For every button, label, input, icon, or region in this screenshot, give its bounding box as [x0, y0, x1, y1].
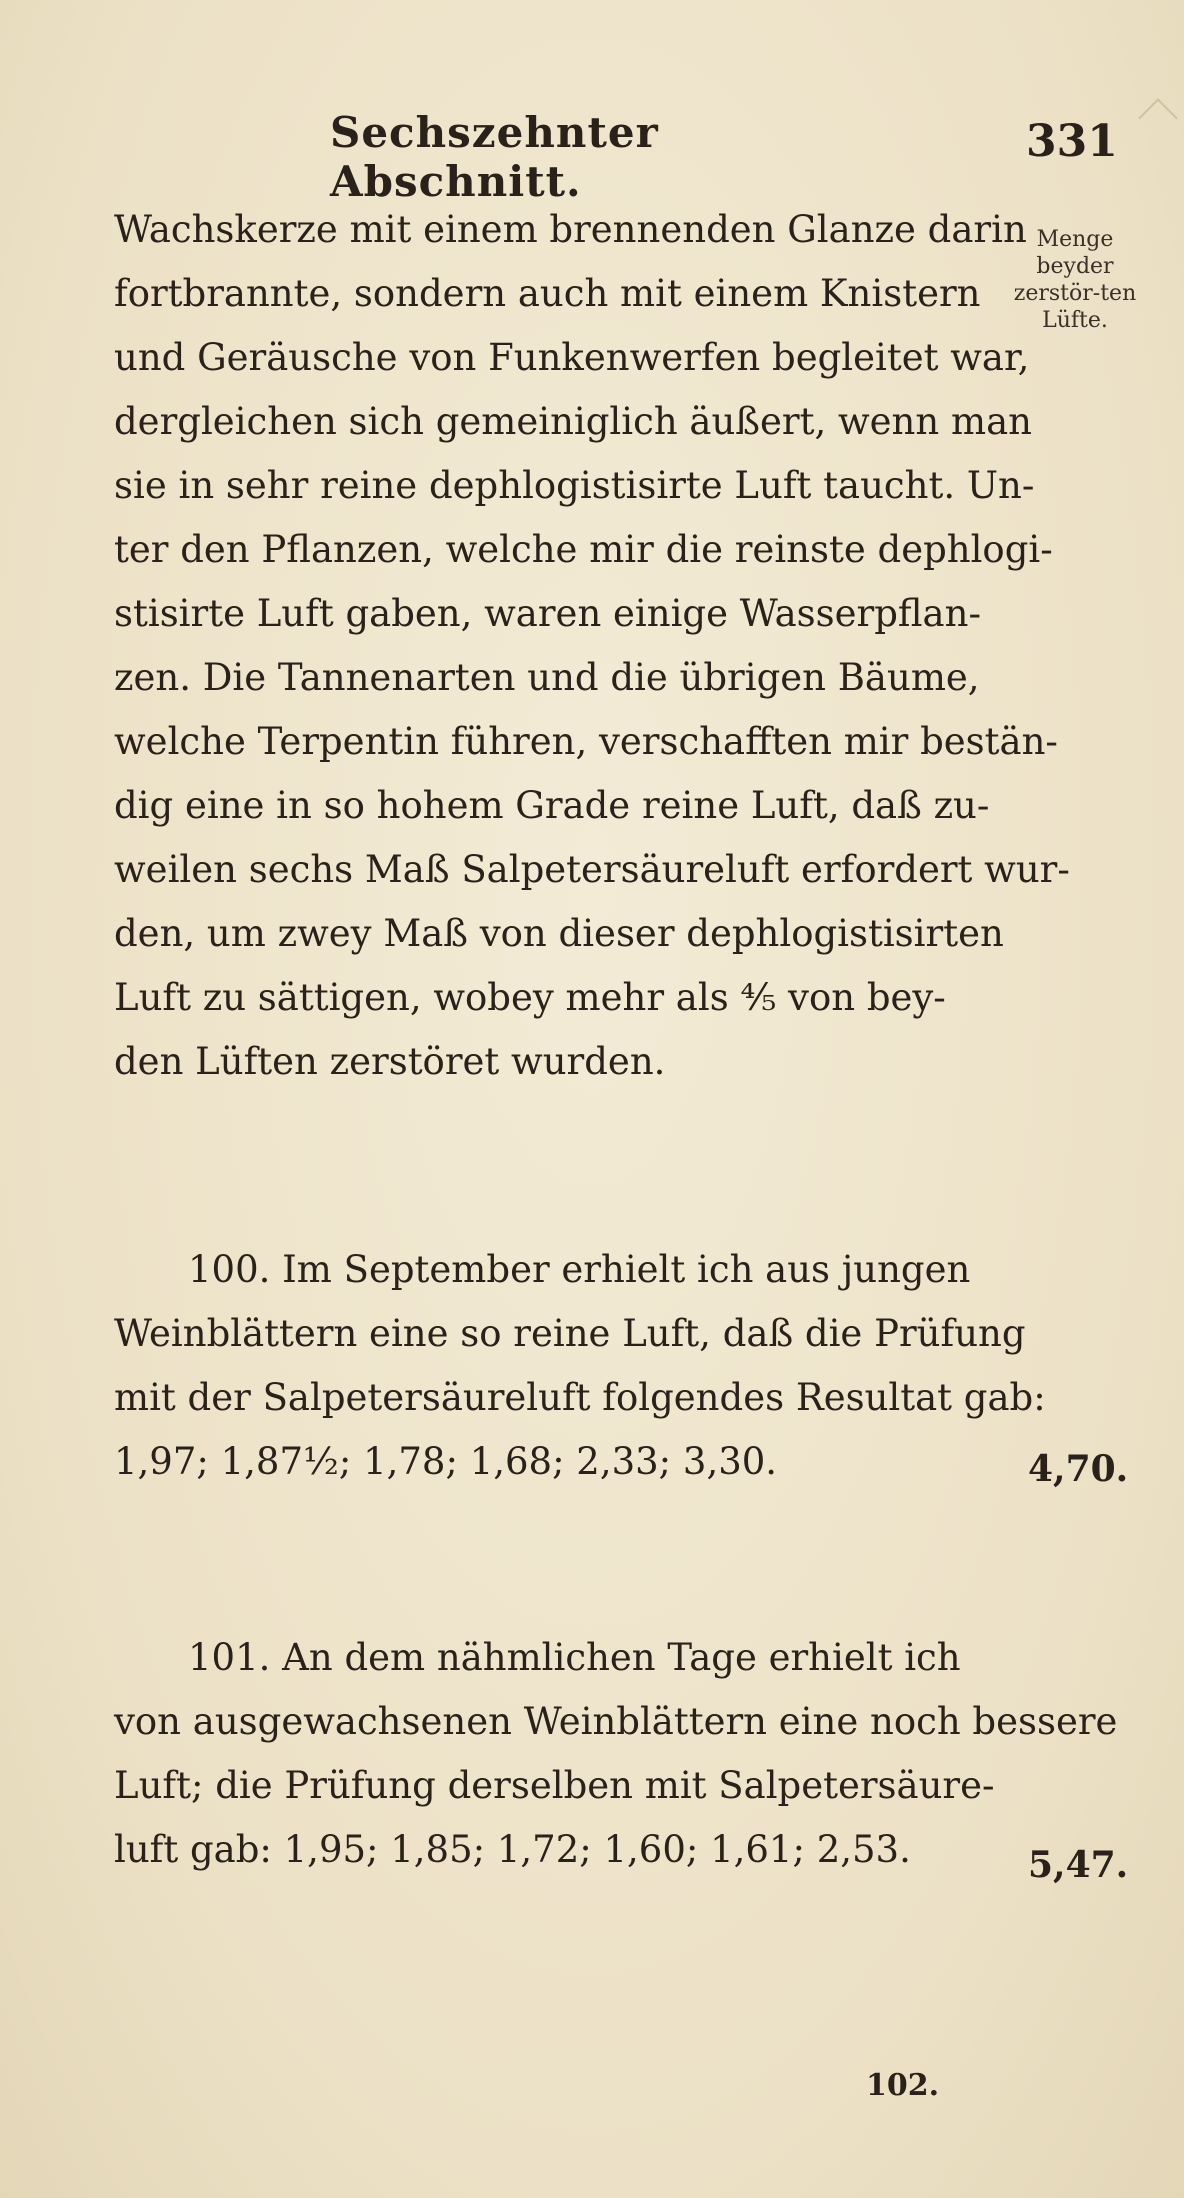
text-line: mit der Salpetersäureluft folgendes Resultat gab:: [114, 1376, 1046, 1419]
text-line: ter den Pflanzen, welche mir die reinste dephlogi-: [114, 528, 1053, 571]
catchword: 102.: [866, 2068, 940, 2103]
text-line: Weinblättern eine so reine Luft, daß die Prüfung: [114, 1312, 1026, 1355]
text-line: stisirte Luft gaben, waren einige Wasserpflan-: [114, 592, 981, 635]
page-header: [0, 108, 1184, 206]
text-line: weilen sechs Maß Salpetersäureluft erfordert wur-: [114, 848, 1070, 891]
text-line: 1,97; 1,87½; 1,78; 1,68; 2,33; 3,30.: [114, 1440, 778, 1483]
total-value: 5,47.: [1028, 1844, 1129, 1886]
text-line: den Lüften zerstöret wurden.: [114, 1040, 666, 1083]
page-number: 331: [1026, 116, 1118, 167]
text-line: welche Terpentin führen, verschafften mir bestän-: [114, 720, 1058, 763]
text-line: dig eine in so hohem Grade reine Luft, daß zu-: [114, 784, 990, 827]
text-line: fortbrannte, sondern auch mit einem Knistern: [114, 272, 981, 315]
margin-note: Menge beyder zerstör-ten Lüfte.: [1013, 227, 1137, 333]
text-line: sie in sehr reine dephlogistisirte Luft taucht. Un-: [114, 464, 1035, 507]
text-line: Luft; die Prüfung derselben mit Salpetersäure-: [114, 1764, 995, 1807]
text-line: luft gab: 1,95; 1,85; 1,72; 1,60; 1,61; 2,53.: [114, 1828, 911, 1871]
text-line: und Geräusche von Funkenwerfen begleitet war,: [114, 336, 1030, 379]
text-line: 101. An dem nähmlichen Tage erhielt ich: [188, 1636, 961, 1679]
text-line: dergleichen sich gemeiniglich äußert, wenn man: [114, 400, 1032, 443]
text-line: 100. Im September erhielt ich aus jungen: [188, 1248, 971, 1291]
text-line: von ausgewachsenen Weinblättern eine noch bessere: [114, 1700, 1118, 1743]
text-line: Luft zu sättigen, wobey mehr als ⁴⁄₅ von bey-: [114, 976, 946, 1019]
total-value: 4,70.: [1028, 1448, 1129, 1490]
text-line: Wachskerze mit einem brennenden Glanze darin: [114, 208, 1027, 251]
running-head: Sechszehnter Abschnitt.: [330, 108, 659, 206]
text-line: zen. Die Tannenarten und die übrigen Bäume,: [114, 656, 980, 699]
text-line: den, um zwey Maß von dieser dephlogistisirten: [114, 912, 1004, 955]
